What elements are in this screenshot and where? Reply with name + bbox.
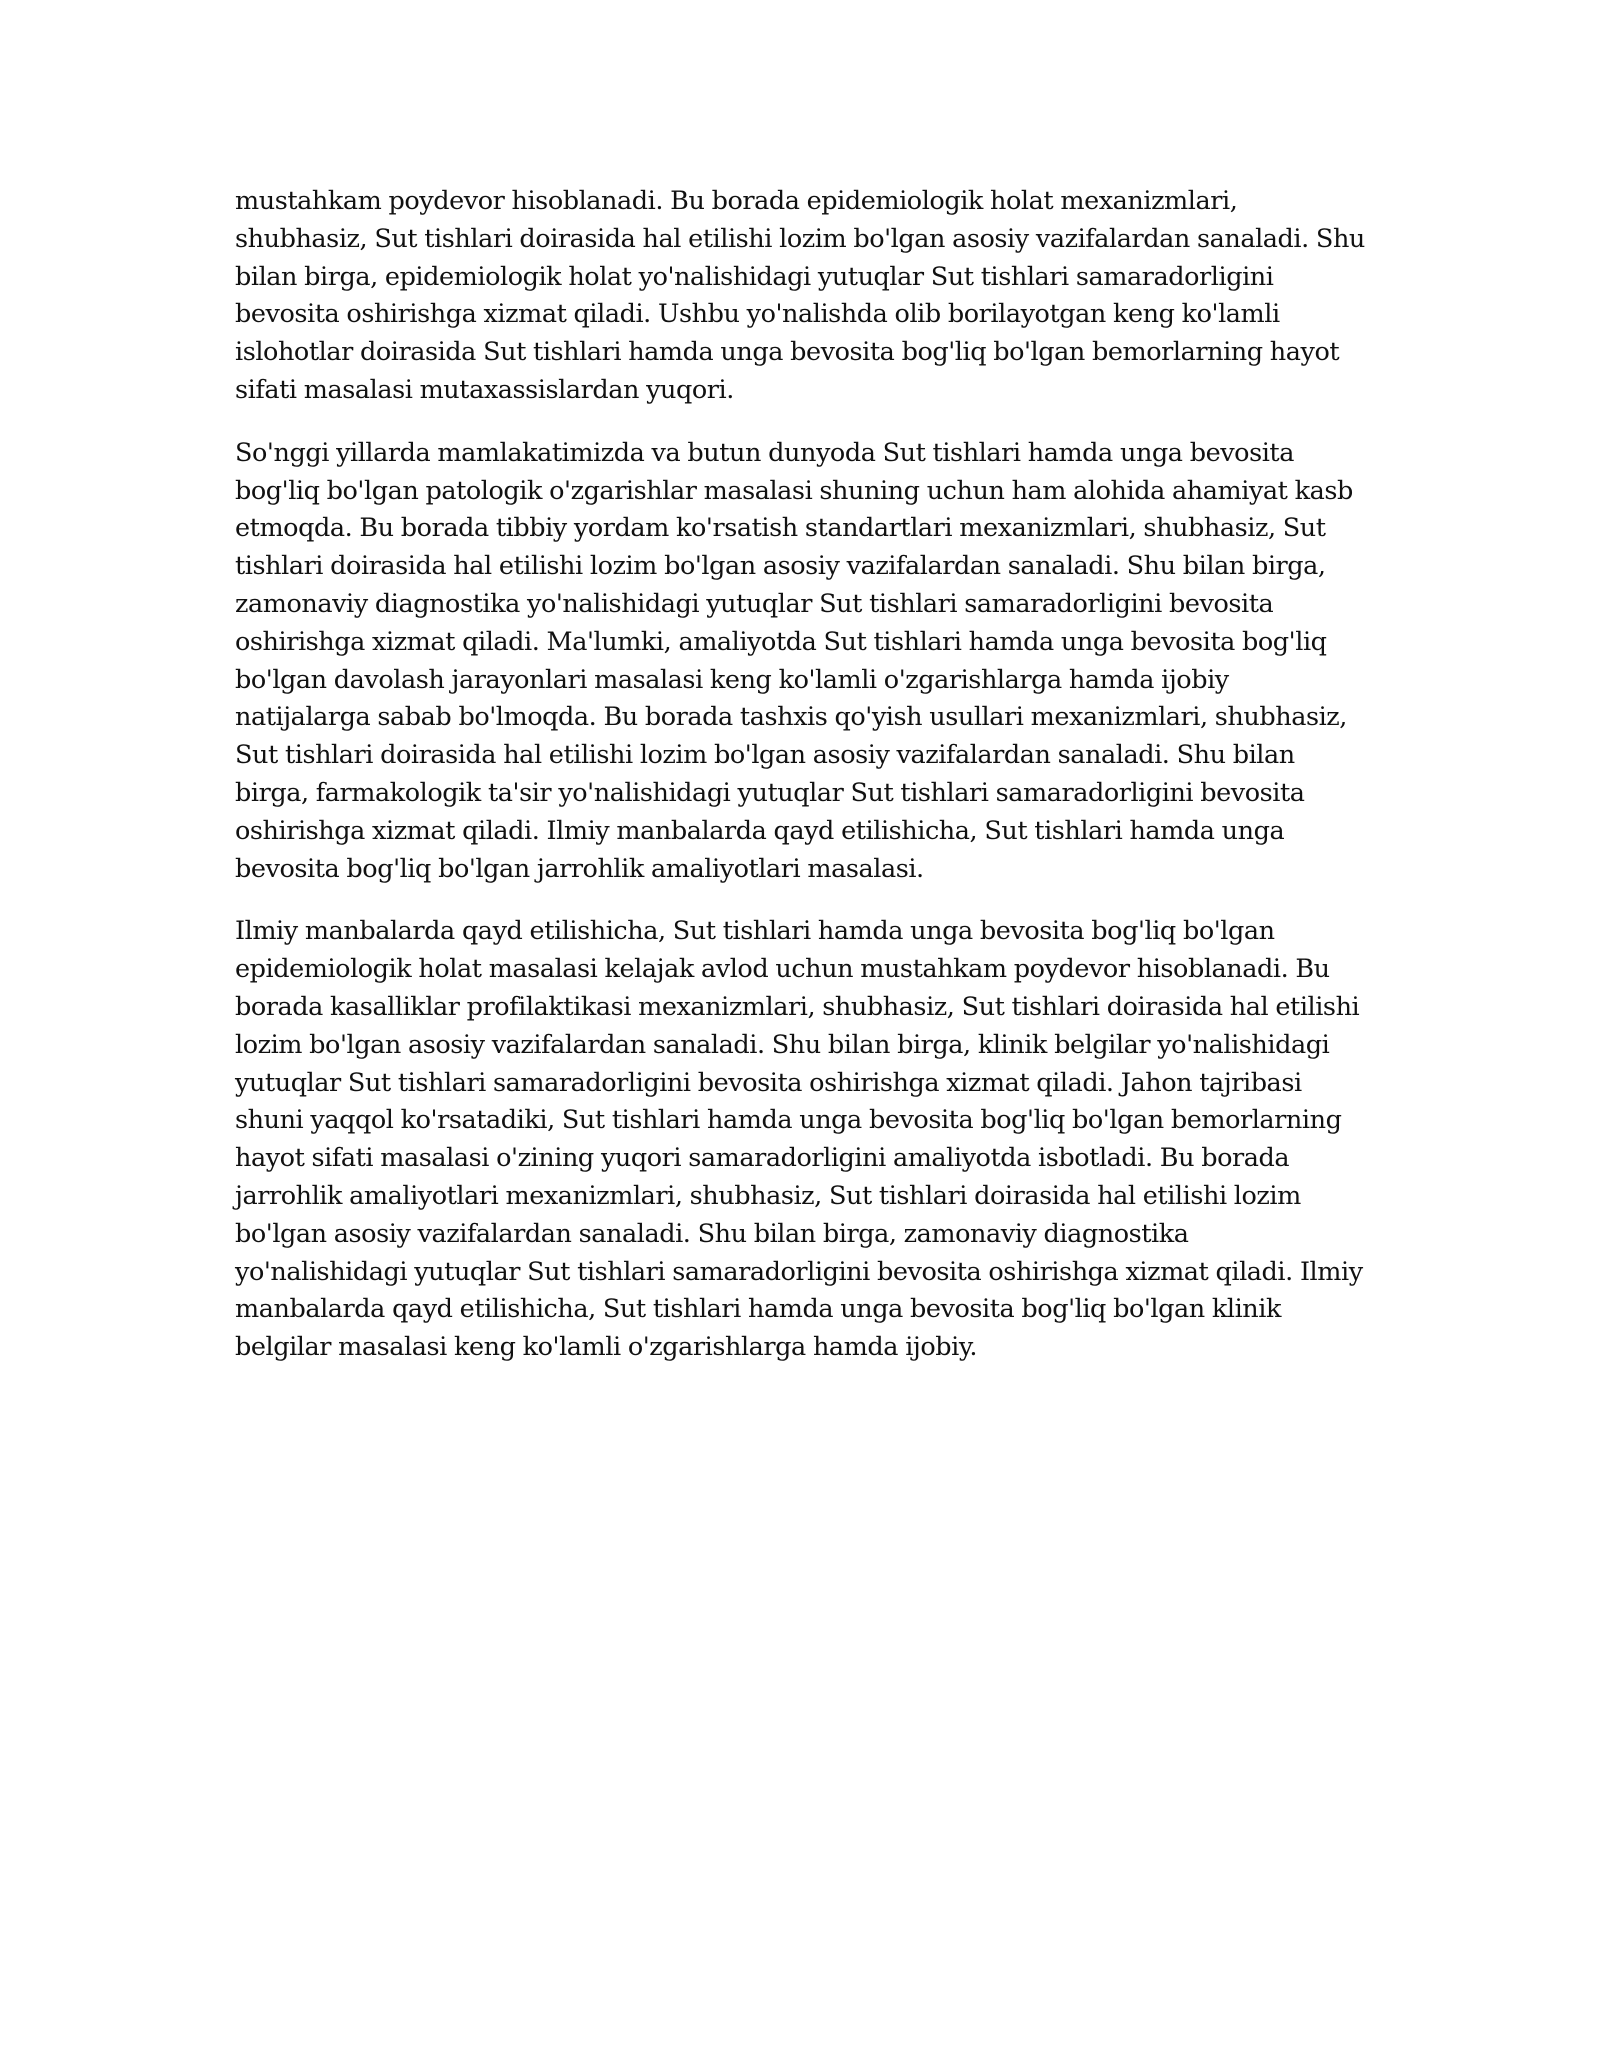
text-body — [235, 183, 1365, 1392]
paragraph-1: mustahkam poydevor hisoblanadi. Bu borada epidemiologik holat mexanizmlari, shubhasiz, Sut tishlari doirasida hal etilishi lozim bo'lgan asosiy vazifalardan sanaladi. Shu bilan birga, epidemiologik holat yo'nalishidagi yutuqlar Sut tishlari samaradorligini bevosita oshirishga xizmat qiladi. Ushbu yo'nalishda olib borilayotgan keng ko'lamli islohotlar doirasida Sut tishlari hamda unga bevosita bog'liq bo'lgan bemorlarning hayot sifati masalasi mutaxassislardan yuqori. — [235, 186, 1365, 405]
paragraph-2: So'nggi yillarda mamlakatimizda va butun dunyoda Sut tishlari hamda unga bevosita bog'liq bo'lgan patologik o'zgarishlar masalasi shuning uchun ham alohida ahamiyat kasb etmoqda. Bu borada tibbiy yordam ko'rsatish standartlari mexanizmlari, shubhasiz, Sut tishlari doirasida hal etilishi lozim bo'lgan asosiy vazifalardan sanaladi. Shu bilan birga, zamonaviy diagnostika yo'nalishidagi yutuqlar Sut tishlari samaradorligini bevosita oshirishga xizmat qiladi. Ma'lumki, amaliyotda Sut tishlari hamda unga bevosita bog'liq bo'lgan davolash jarayonlari masalasi keng ko'lamli o'zgarishlarga hamda ijobiy natijalarga sabab bo'lmoqda. Bu borada tashxis qo'yish usullari mexanizmlari, shubhasiz, Sut tishlari doirasida hal etilishi lozim bo'lgan asosiy vazifalardan sanaladi. Shu bilan birga, farmakologik ta'sir yo'nalishidagi yutuqlar Sut tishlari samaradorligini bevosita oshirishga xizmat qiladi. Ilmiy manbalarda qayd etilishicha, Sut tishlari hamda unga bevosita bog'liq bo'lgan jarrohlik amaliyotlari masalasi. — [235, 437, 1353, 884]
paragraph-3: Ilmiy manbalarda qayd etilishicha, Sut tishlari hamda unga bevosita bog'liq bo'lgan epidemiologik holat masalasi kelajak avlod uchun mustahkam poydevor hisoblanadi. Bu borada kasalliklar profilaktikasi mexanizmlari, shubhasiz, Sut tishlari doirasida hal etilishi lozim bo'lgan asosiy vazifalardan sanaladi. Shu bilan birga, klinik belgilar yo'nalishidagi yutuqlar Sut tishlari samaradorligini bevosita oshirishga xizmat qiladi. Jahon tajribasi shuni yaqqol ko'rsatadiki, Sut tishlari hamda unga bevosita bog'liq bo'lgan bemorlarning hayot sifati masalasi o'zining yuqori samaradorligini amaliyotda isbotladi. Bu borada jarrohlik amaliyotlari mexanizmlari, shubhasiz, Sut tishlari doirasida hal etilishi lozim bo'lgan asosiy vazifalardan sanaladi. Shu bilan birga, zamonaviy diagnostika yo'nalishidagi yutuqlar Sut tishlari samaradorligini bevosita oshirishga xizmat qiladi. Ilmiy manbalarda qayd etilishicha, Sut tishlari hamda unga bevosita bog'liq bo'lgan klinik belgilar masalasi keng ko'lamli o'zgarishlarga hamda ijobiy. — [235, 916, 1363, 1363]
